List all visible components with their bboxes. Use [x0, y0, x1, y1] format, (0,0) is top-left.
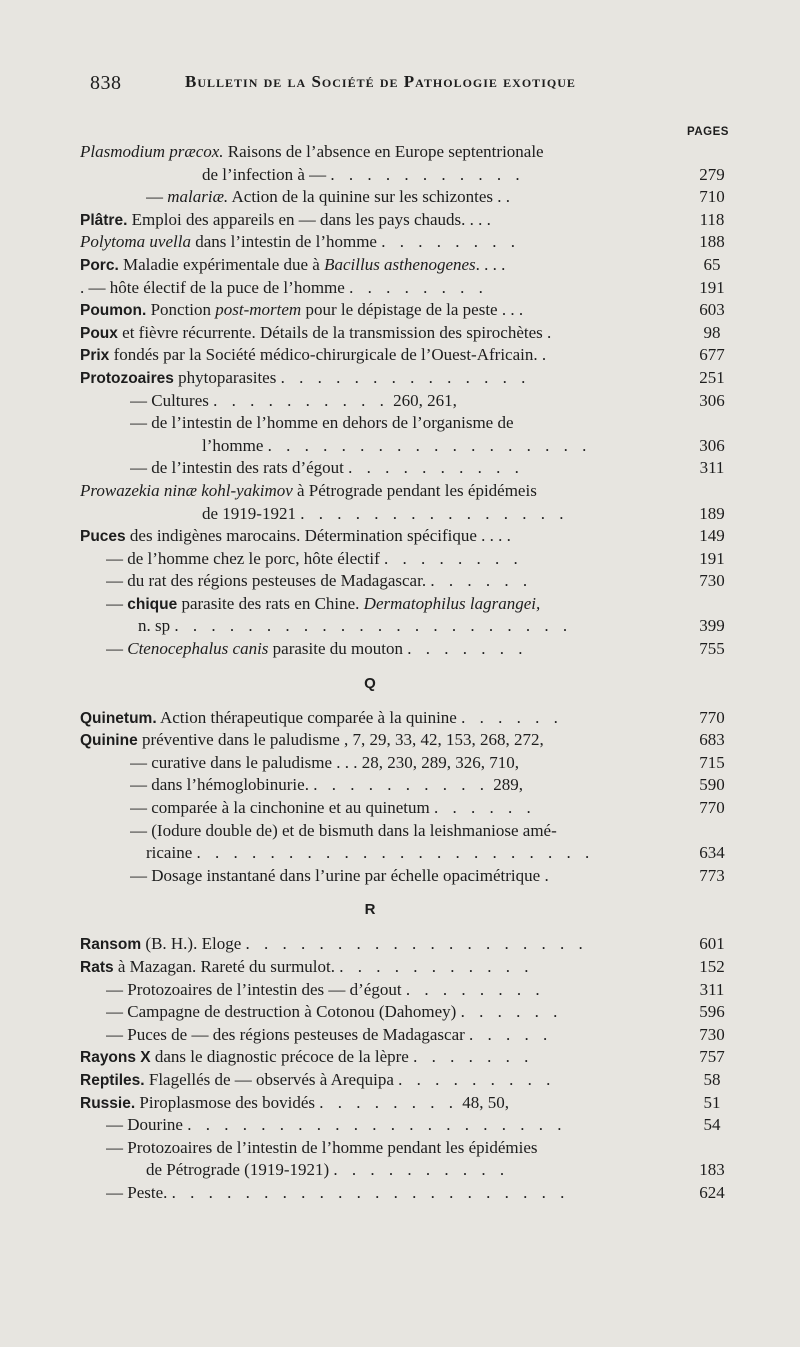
- entry-page-number: 279: [699, 164, 725, 184]
- entry-page-number: 183: [699, 1160, 725, 1180]
- entry-page-number: 715: [699, 752, 725, 772]
- index-entry: [80, 570, 740, 593]
- entry-text: Prowazekia ninæ kohl-yakimov à Pétrograde pendant les épidémeis: [80, 480, 537, 500]
- entry-text: Rats à Mazagan. Rareté du surmulot. . . . . . . . . . . .: [80, 957, 534, 976]
- entry-page-number: 770: [699, 707, 725, 727]
- index-entry: [80, 480, 740, 503]
- entry-text: Porc. Maladie expérimentale due à Bacillus asthenogenes. . . .: [80, 254, 506, 274]
- entry-text: — Dosage instantané dans l’urine par échelle opacimétrique .: [130, 865, 549, 885]
- entry-page-number: 188: [699, 232, 725, 252]
- index-entry: [80, 956, 740, 979]
- index-entry: [80, 797, 740, 820]
- entry-page-number: 603: [699, 300, 725, 320]
- index-entry: [80, 820, 740, 843]
- entry-page-number: 634: [699, 843, 725, 863]
- entry-page-number: 191: [699, 277, 725, 297]
- entry-page-number: 730: [699, 1024, 725, 1044]
- entry-text: Russie. Piroplasmose des bovidés . . . . . . . . 48, 50,: [80, 1092, 510, 1112]
- index-entry: [80, 141, 740, 164]
- index-entry: [80, 254, 740, 277]
- entry-text: Reptiles. Flagellés de — observés à Arequipa . . . . . . . . .: [80, 1069, 556, 1089]
- entry-page-number: 770: [699, 798, 725, 818]
- page-number: 838: [90, 72, 122, 94]
- index-entry: [80, 707, 740, 730]
- index-entry: [80, 865, 740, 888]
- entry-text: — du rat des régions pesteuses de Madagascar. . . . . . .: [106, 571, 533, 591]
- entry-text: — chique parasite des rats en Chine. Dermatophilus lagrangei,: [106, 593, 541, 613]
- entry-text: — de l’intestin de l’homme en dehors de l’organisme de: [130, 413, 514, 433]
- index-entry: [80, 231, 740, 254]
- index-entry: [80, 1046, 740, 1069]
- entry-page-number: 189: [699, 503, 725, 523]
- index-entry: [80, 774, 740, 797]
- entry-page-number: 590: [699, 775, 725, 795]
- index-entry: [80, 729, 740, 752]
- entry-page-number: 677: [699, 345, 725, 365]
- index-entry: [80, 412, 740, 435]
- entry-page-number: 601: [699, 934, 725, 954]
- entry-page-number: 755: [699, 639, 725, 659]
- entry-text: Quinine préventive dans le paludisme , 7, 29, 33, 42, 153, 268, 272,: [80, 730, 544, 750]
- entry-text: Polytoma uvella dans l’intestin de l’homme . . . . . . . .: [80, 232, 520, 252]
- entry-text: Poumon. Ponction post-mortem pour le dépistage de la peste . . .: [80, 300, 524, 320]
- entry-page-number: 624: [699, 1182, 725, 1202]
- index-entry: [80, 548, 740, 571]
- index-entry: [80, 1114, 740, 1137]
- entry-page-number: 54: [703, 1115, 721, 1135]
- entry-page-number: 118: [699, 209, 725, 229]
- entry-text: de 1919-1921 . . . . . . . . . . . . . . .: [202, 503, 569, 523]
- index-entry: [80, 593, 740, 616]
- entry-page-number: 311: [699, 458, 725, 478]
- index-entry: [80, 209, 740, 232]
- entry-page-number: 730: [699, 571, 725, 591]
- entry-text: — de l’homme chez le porc, hôte électif . . . . . . . .: [106, 548, 523, 568]
- entry-page-number: 251: [699, 367, 725, 387]
- entry-text: — malariæ. Action de la quinine sur les schizontes . .: [146, 187, 511, 207]
- journal-title: Bulletin de la Société de Pathologie exotique: [185, 72, 576, 91]
- entry-page-number: 306: [699, 390, 725, 410]
- index-entry: [80, 933, 740, 956]
- index-entry: [80, 1069, 740, 1092]
- entry-text: Puces des indigènes marocains. Détermination spécifique . . . .: [80, 526, 511, 546]
- entry-page-number: 191: [699, 548, 725, 568]
- entry-page-number: 65: [703, 254, 721, 274]
- index-entry: [80, 752, 740, 775]
- entry-text: — comparée à la cinchonine et au quinetum . . . . . .: [130, 798, 536, 818]
- entry-page-number: 58: [703, 1069, 721, 1089]
- index-entry: [80, 457, 740, 480]
- index-entry: [80, 1024, 740, 1047]
- entry-text: — Peste. . . . . . . . . . . . . . . . . . . . . . .: [106, 1182, 570, 1202]
- index-entry: [80, 638, 740, 661]
- entry-text: Plâtre. Emploi des appareils en — dans les pays chauds. . . .: [80, 209, 491, 229]
- index-entry: [80, 1092, 740, 1115]
- index-entry: [80, 979, 740, 1002]
- entry-text: n. sp . . . . . . . . . . . . . . . . . . . . . .: [138, 616, 573, 636]
- entry-text: Prix fondés par la Société médico-chirurgicale de l’Ouest-Africain. .: [80, 345, 547, 365]
- entry-text: Poux et fièvre récurrente. Détails de la transmission des spirochètes .: [80, 322, 552, 342]
- index-entry: [80, 299, 740, 322]
- entry-text: Ransom (B. H.). Eloge . . . . . . . . . . . . . . . . . . .: [80, 934, 588, 954]
- entry-page-number: 306: [699, 435, 725, 455]
- entry-text: . — hôte électif de la puce de l’homme . . . . . . . .: [80, 277, 488, 297]
- index-entry: [80, 435, 740, 458]
- entry-page-number: 399: [699, 616, 725, 636]
- index-entries: [80, 141, 740, 1205]
- entry-page-number: 311: [699, 979, 725, 999]
- section-letter: R: [364, 901, 376, 919]
- entry-page-number: 149: [699, 526, 725, 546]
- entry-page-number: 683: [699, 730, 725, 750]
- pages-column-label: PAGES: [687, 126, 729, 138]
- entry-text: Protozoaires phytoparasites . . . . . . . . . . . . . .: [80, 367, 531, 387]
- index-entry: [80, 367, 740, 390]
- index-entry: [80, 842, 740, 865]
- index-entry: [80, 1137, 740, 1160]
- index-entry: [80, 525, 740, 548]
- entry-text: — Protozoaires de l’intestin de l’homme pendant les épidémies: [106, 1137, 538, 1157]
- entry-page-number: 152: [699, 957, 725, 976]
- index-entry: [80, 1182, 740, 1205]
- running-header: [90, 72, 670, 102]
- entry-text: — dans l’hémoglobinurie. . . . . . . . . . . 289,: [130, 775, 523, 795]
- section-letter: Q: [364, 674, 376, 692]
- index-entry: [80, 277, 740, 300]
- entry-text: — Cultures . . . . . . . . . . 260, 261,: [130, 390, 457, 410]
- entry-text: — Protozoaires de l’intestin des — d’égout . . . . . . . .: [106, 979, 545, 999]
- index-entry: [80, 503, 740, 526]
- entry-text: Quinetum. Action thérapeutique comparée à la quinine . . . . . .: [80, 707, 563, 727]
- entry-text: — Ctenocephalus canis parasite du mouton . . . . . . .: [106, 639, 528, 659]
- entry-text: — (Iodure double de) et de bismuth dans la leishmaniose amé-: [130, 820, 557, 840]
- index-entry: [80, 1001, 740, 1024]
- entry-text: — Dourine . . . . . . . . . . . . . . . . . . . . .: [106, 1115, 567, 1135]
- entry-text: l’homme . . . . . . . . . . . . . . . . . .: [202, 435, 592, 455]
- entry-text: Plasmodium præcox. Raisons de l’absence en Europe septentrionale: [80, 142, 544, 161]
- index-entry: [80, 186, 740, 209]
- entry-page-number: 710: [699, 187, 725, 207]
- index-entry: [80, 322, 740, 345]
- entry-text: ricaine . . . . . . . . . . . . . . . . . . . . . .: [146, 843, 595, 863]
- entry-text: — de l’intestin des rats d’égout . . . . . . . . . .: [130, 458, 524, 478]
- entry-page-number: 51: [703, 1092, 721, 1112]
- entry-page-number: 757: [699, 1047, 725, 1067]
- entry-text: de l’infection à — . . . . . . . . . . .: [202, 164, 525, 184]
- entry-text: — Puces de — des régions pesteuses de Madagascar . . . . .: [106, 1024, 553, 1044]
- entry-text: de Pétrograde (1919-1921) . . . . . . . . . .: [146, 1160, 510, 1180]
- index-entry: [80, 1159, 740, 1182]
- index-entry: [80, 164, 740, 187]
- index-entry: [80, 390, 740, 413]
- entry-text: — curative dans le paludisme . . . 28, 230, 289, 326, 710,: [130, 752, 520, 772]
- entry-page-number: 773: [699, 865, 725, 885]
- entry-text: Rayons X dans le diagnostic précoce de la lèpre . . . . . . .: [80, 1047, 534, 1067]
- index-entry: [80, 615, 740, 638]
- index-entry: [80, 344, 740, 367]
- entry-text: — Campagne de destruction à Cotonou (Dahomey) . . . . . .: [106, 1002, 563, 1022]
- entry-page-number: 596: [699, 1002, 725, 1022]
- entry-page-number: 98: [703, 322, 721, 342]
